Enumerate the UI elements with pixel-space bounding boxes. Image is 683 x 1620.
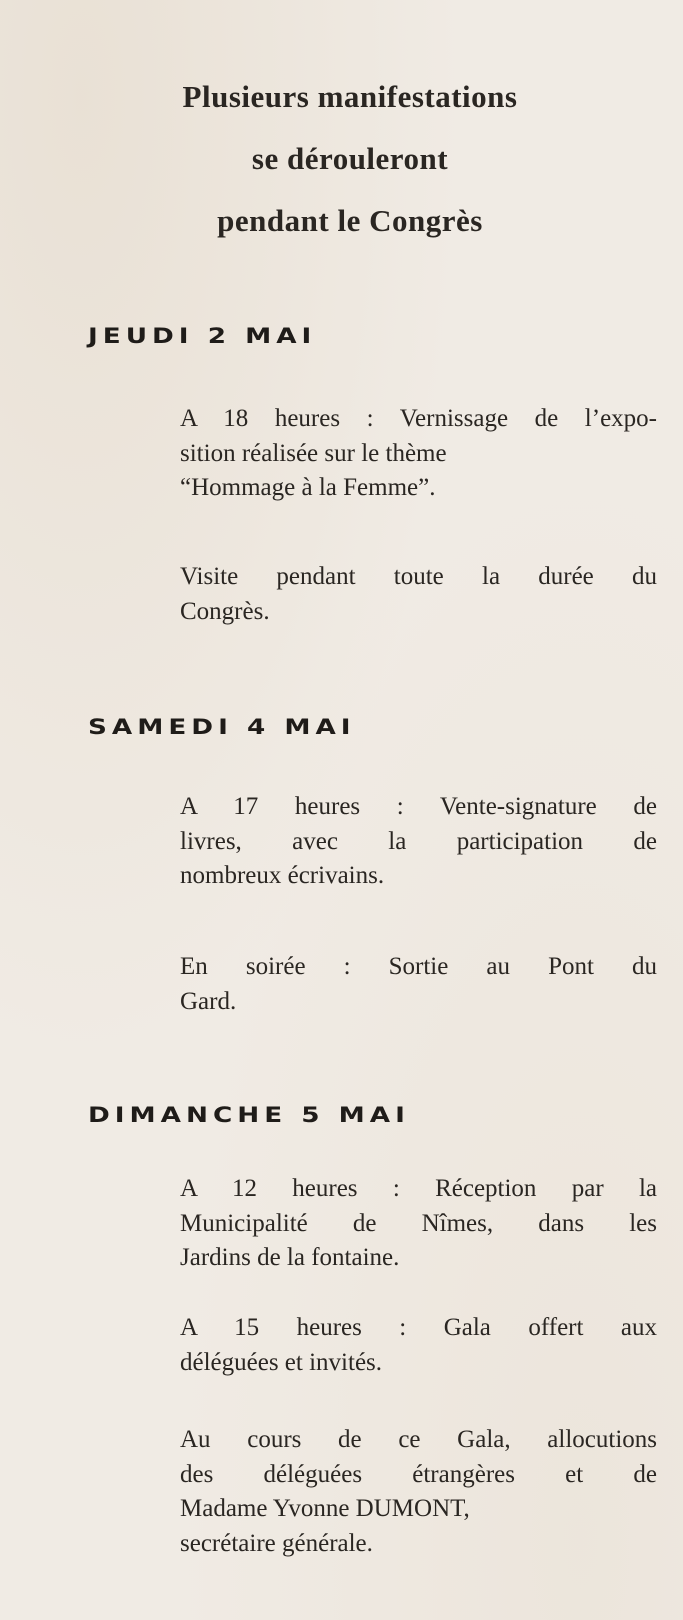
paragraph-line: livres, avec la participation de — [180, 827, 657, 855]
day-heading-dimanche: DIMANCHE 5 MAI — [88, 1103, 410, 1127]
paragraph-line: Visite pendant toute la durée du — [180, 563, 657, 590]
paragraph-line: des déléguées étrangères et de — [180, 1460, 657, 1488]
paragraph-line: A 17 heures : Vente-signature de — [180, 793, 657, 820]
paragraph-vernissage — [180, 402, 657, 506]
paragraph-allocutions — [180, 1423, 657, 1561]
paragraph-vente-signature — [180, 790, 657, 894]
paragraph-line: A 12 heures : Réception par la — [180, 1175, 657, 1202]
paragraph-line: nombreux écrivains. — [180, 862, 385, 889]
title-line: se dérouleront — [251, 141, 449, 176]
paragraph-line: Gard. — [180, 987, 237, 1015]
paragraph-line: Municipalité de Nîmes, dans les — [180, 1209, 657, 1237]
paragraph-soiree — [180, 950, 657, 1019]
paragraph-gala — [180, 1311, 657, 1380]
paragraph-line: A 15 heures : Gala offert aux — [180, 1314, 657, 1341]
paragraph-line: déléguées et invités. — [180, 1348, 383, 1376]
paragraph-line: secrétaire générale. — [180, 1529, 373, 1557]
paragraph-line: Congrès. — [180, 597, 270, 625]
title-line: Plusieurs manifestations — [182, 79, 518, 114]
paragraph-line: A 18 heures : Vernissage de l’expo- — [180, 405, 657, 432]
title-line: pendant le Congrès — [217, 203, 483, 238]
day-heading-samedi: SAMEDI 4 MAI — [88, 715, 356, 739]
paragraph-line: “Hommage à la Femme”. — [180, 474, 436, 501]
paragraph-line: En soirée : Sortie au Pont du — [180, 953, 657, 980]
paragraph-line: Jardins de la fontaine. — [180, 1244, 400, 1271]
paragraph-visite — [180, 560, 657, 629]
day-heading-jeudi: JEUDI 2 MAI — [88, 324, 317, 348]
paragraph-line: Madame Yvonne DUMONT, — [180, 1495, 470, 1522]
paragraph-line: sition réalisée sur le thème — [180, 439, 447, 467]
page-title — [100, 66, 600, 252]
paragraph-reception — [180, 1172, 657, 1276]
paragraph-line: Au cours de ce Gala, allocutions — [180, 1426, 657, 1453]
